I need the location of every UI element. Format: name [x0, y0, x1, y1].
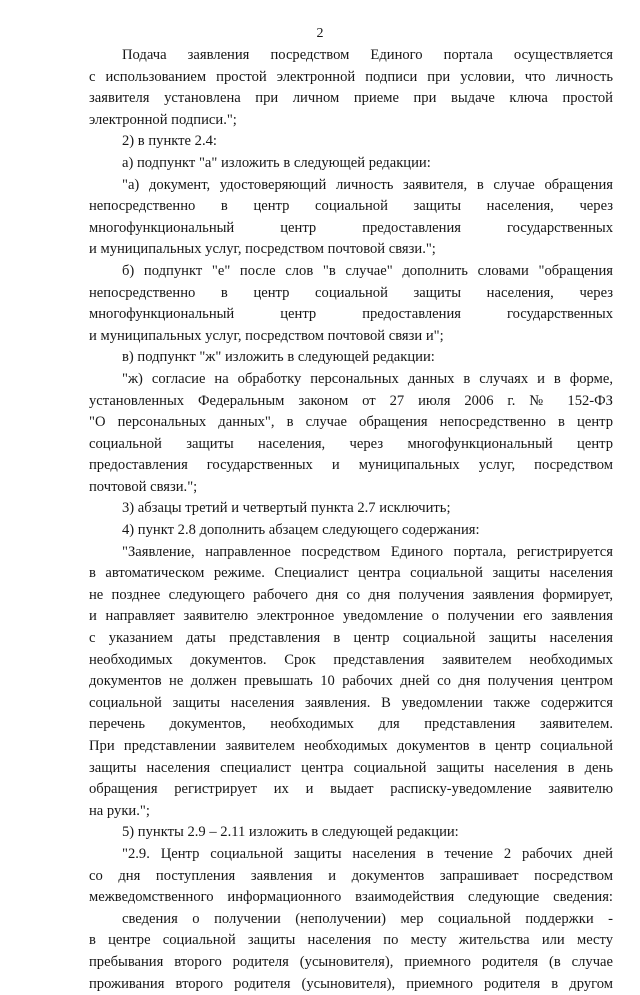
- text-line: "О персональных данных", в случае обращения непосредственно в центр: [89, 414, 613, 431]
- text-line: многофункциональный центр предоставления государственных: [89, 219, 613, 236]
- text-line: и муниципальных услуг, посредством почтовой связи и";: [89, 327, 444, 344]
- text-line: необходимых документов. Срок представления заявителем необходимых: [89, 651, 613, 668]
- text-line: 4) пункт 2.8 дополнить абзацем следующего содержания:: [122, 522, 480, 539]
- text-line: а) подпункт "а" изложить в следующей редакции:: [122, 154, 431, 171]
- text-line: "ж) согласие на обработку персональных данных в случаях и в форме,: [122, 370, 613, 387]
- text-line: "2.9. Центр социальной защиты населения в течение 2 рабочих дней: [122, 845, 613, 862]
- text-line: перечень документов, необходимых для представления заявителем.: [89, 716, 613, 733]
- text-line: 5) пункты 2.9 – 2.11 изложить в следующей редакции:: [122, 824, 459, 841]
- text-line: многофункциональный центр предоставления государственных: [89, 306, 613, 323]
- text-line: не позднее следующего рабочего дня со дня получения заявления формирует,: [89, 586, 613, 603]
- text-line: защиты населения специалист центра социальной защиты населения в день: [89, 759, 613, 776]
- text-line: Подача заявления посредством Единого портала осуществляется: [122, 47, 613, 63]
- text-line: заявителя установлена при личном приеме при выдаче ключа простой: [89, 90, 613, 107]
- text-line: непосредственно в центр социальной защиты населения, через: [89, 284, 613, 301]
- text-line: с использованием простой электронной подписи при условии, что личность: [89, 68, 613, 85]
- text-line: и муниципальных услуг, посредством почтовой связи.";: [89, 241, 436, 258]
- text-line: 2) в пункте 2.4:: [122, 133, 217, 150]
- text-line: со дня поступления заявления и документов запрашивает посредством: [89, 867, 613, 884]
- text-line: сведения о получении (неполучении) мер социальной поддержки -: [122, 910, 613, 927]
- text-line: установленных Федеральным законом от 27 июля 2006 г. № 152-ФЗ: [89, 392, 613, 409]
- page-number: 2: [316, 26, 324, 41]
- text-line: в автоматическом режиме. Специалист центра социальной защиты населения: [89, 565, 613, 582]
- text-line: 3) абзацы третий и четвертый пункта 2.7 исключить;: [122, 500, 451, 517]
- text-line: межведомственного информационного взаимодействия следующие сведения:: [89, 889, 613, 906]
- text-line: социальной защиты населения заявления. В уведомлении также содержится: [89, 694, 613, 711]
- text-line: предоставления государственных и муниципальных услуг, посредством: [89, 457, 613, 474]
- text-line: пребывания второго родителя (усыновителя), приемного родителя (в случае: [89, 953, 613, 970]
- text-line: почтовой связи.";: [89, 478, 198, 495]
- text-line: электронной подписи.";: [89, 111, 237, 128]
- text-line: обращения регистрирует их и выдает расписку-уведомление заявителю: [89, 781, 613, 798]
- text-line: непосредственно в центр социальной защиты населения, через: [89, 198, 613, 215]
- text-line: При представлении заявителем необходимых документов в центр социальной: [89, 738, 613, 754]
- text-line: "а) документ, удостоверяющий личность заявителя, в случае обращения: [122, 176, 613, 193]
- document-body: [89, 45, 613, 995]
- text-line: в) подпункт "ж" изложить в следующей редакции:: [122, 349, 435, 366]
- text-line: с указанием даты представления в центр социальной защиты населения: [89, 630, 613, 647]
- text-line: проживания второго родителя (усыновителя), приемного родителя в другом: [89, 975, 613, 992]
- text-line: б) подпункт "е" после слов "в случае" дополнить словами "обращения: [122, 262, 613, 279]
- text-line: и направляет заявителю электронное уведомление о получении его заявления: [89, 608, 613, 625]
- text-line: документов не должен превышать 10 рабочих дней со дня получения центром: [89, 673, 613, 690]
- text-line: социальной защиты населения, через многофункциональный центр: [89, 435, 613, 452]
- text-line: на руки.";: [89, 802, 150, 819]
- text-line: "Заявление, направленное посредством Единого портала, регистрируется: [122, 543, 613, 560]
- text-line: в центре социальной защиты населения по месту жительства или месту: [89, 932, 613, 949]
